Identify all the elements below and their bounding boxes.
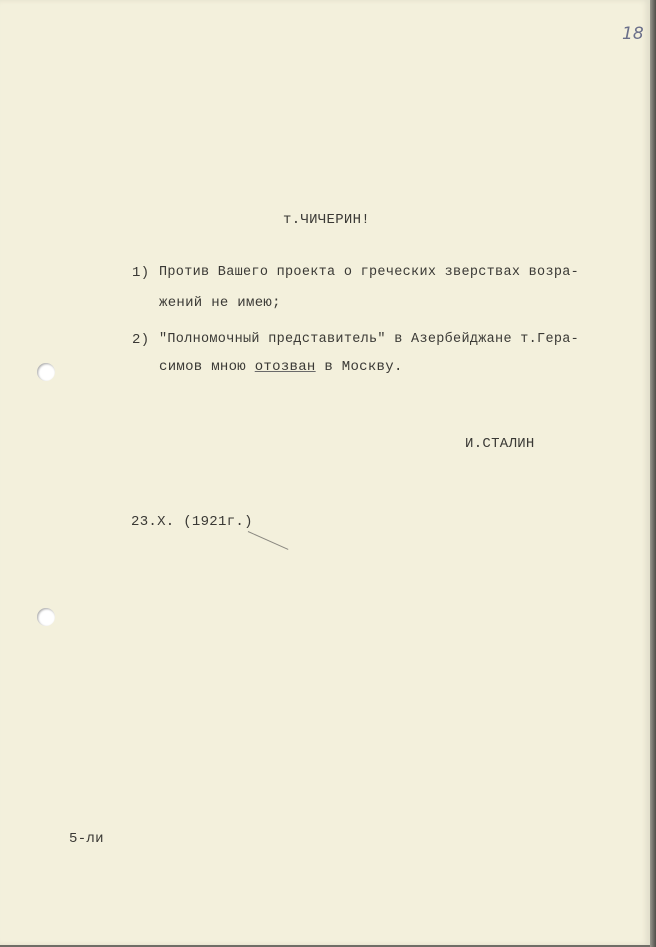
signature: И.СТАЛИН — [465, 436, 535, 452]
page-edge-shadow — [650, 0, 656, 947]
punch-hole — [37, 608, 55, 626]
underlined-word: отозван — [254, 359, 316, 375]
page-number: 18 — [622, 24, 644, 44]
pencil-mark — [248, 531, 289, 550]
copy-note: 5-ли — [69, 831, 104, 847]
item-2-line-1: "Полномочный представитель" в Азербейджане т.Гера- — [159, 332, 580, 347]
item-1-line-2: жений не имею; — [159, 295, 281, 311]
date: 23.Х. (1921г.) — [131, 514, 253, 530]
addressee: т.ЧИЧЕРИН! — [283, 212, 371, 228]
item-1-line-1: Против Вашего проекта о греческих зверствах возра- — [159, 265, 580, 280]
punch-hole — [37, 363, 55, 381]
item-2-number: 2) — [132, 332, 150, 348]
item-2-line-2: симов мною отозван в Москву. — [159, 359, 403, 375]
item-1-number: 1) — [132, 265, 150, 281]
